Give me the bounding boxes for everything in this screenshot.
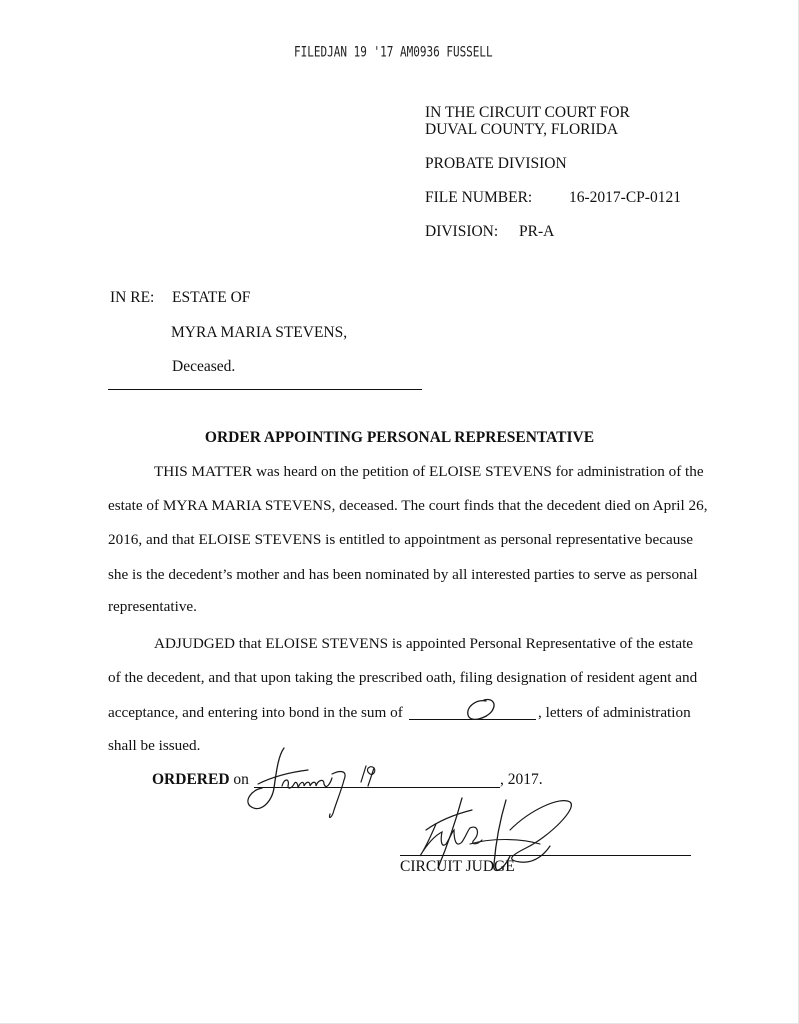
deceased-label: Deceased.	[172, 358, 236, 375]
circuit-judge-label: CIRCUIT JUDGE	[400, 858, 515, 875]
paragraph-2-line-4: shall be issued.	[108, 737, 201, 754]
file-number-value: 16-2017-CP-0121	[569, 189, 681, 206]
order-title: ORDER APPOINTING PERSONAL REPRESENTATIVE	[204, 429, 595, 446]
file-number-row	[425, 189, 681, 207]
paragraph-1-line-2: estate of MYRA MARIA STEVENS, deceased. The court finds that the decedent died on April 26,	[108, 497, 708, 514]
paragraph-2-line-2: of the decedent, and that upon taking the prescribed oath, filing designation of resident agent and	[108, 669, 698, 686]
ordered-label: ORDERED	[152, 771, 230, 788]
bond-amount-handwritten	[462, 697, 502, 723]
order-year: , 2017.	[500, 771, 543, 788]
paragraph-1-line-5: representative.	[108, 598, 197, 615]
order-date-handwritten	[238, 744, 388, 824]
paragraph-1-line-3: 2016, and that ELOISE STEVENS is entitled to appointment as personal representative because	[108, 531, 693, 548]
probate-division: PROBATE DIVISION	[425, 155, 567, 172]
division-label: DIVISION:	[425, 223, 499, 240]
court-name-line-2: DUVAL COUNTY, FLORIDA	[425, 121, 619, 138]
paragraph-2-line-3-end: , letters of administration	[538, 704, 691, 721]
paragraph-2-line-3: acceptance, and entering into bond in the sum of	[108, 704, 403, 721]
file-number-label: FILE NUMBER:	[425, 189, 533, 206]
decedent-name: MYRA MARIA STEVENS,	[171, 324, 348, 341]
estate-of-label: ESTATE OF	[172, 289, 251, 306]
division-value: PR-A	[519, 223, 555, 240]
division-row	[425, 223, 555, 241]
paragraph-2-line-1: ADJUDGED that ELOISE STEVENS is appointed Personal Representative of the estate	[154, 635, 694, 652]
in-re-label: IN RE:	[110, 289, 155, 306]
paragraph-1-line-1: THIS MATTER was heard on the petition of ELOISE STEVENS for administration of the	[154, 463, 704, 480]
paragraph-1-line-4: she is the decedent’s mother and has been nominated by all interested parties to serve as personal	[108, 566, 698, 583]
judge-signature-line	[400, 855, 691, 856]
court-name-line-1: IN THE CIRCUIT COURT FOR	[425, 104, 630, 121]
caption-divider	[108, 389, 422, 390]
ordered-on: on	[233, 771, 249, 788]
ordered-line	[152, 771, 249, 789]
filed-stamp: FILEDJAN 19 '17 AM0936 FUSSELL	[294, 44, 493, 61]
